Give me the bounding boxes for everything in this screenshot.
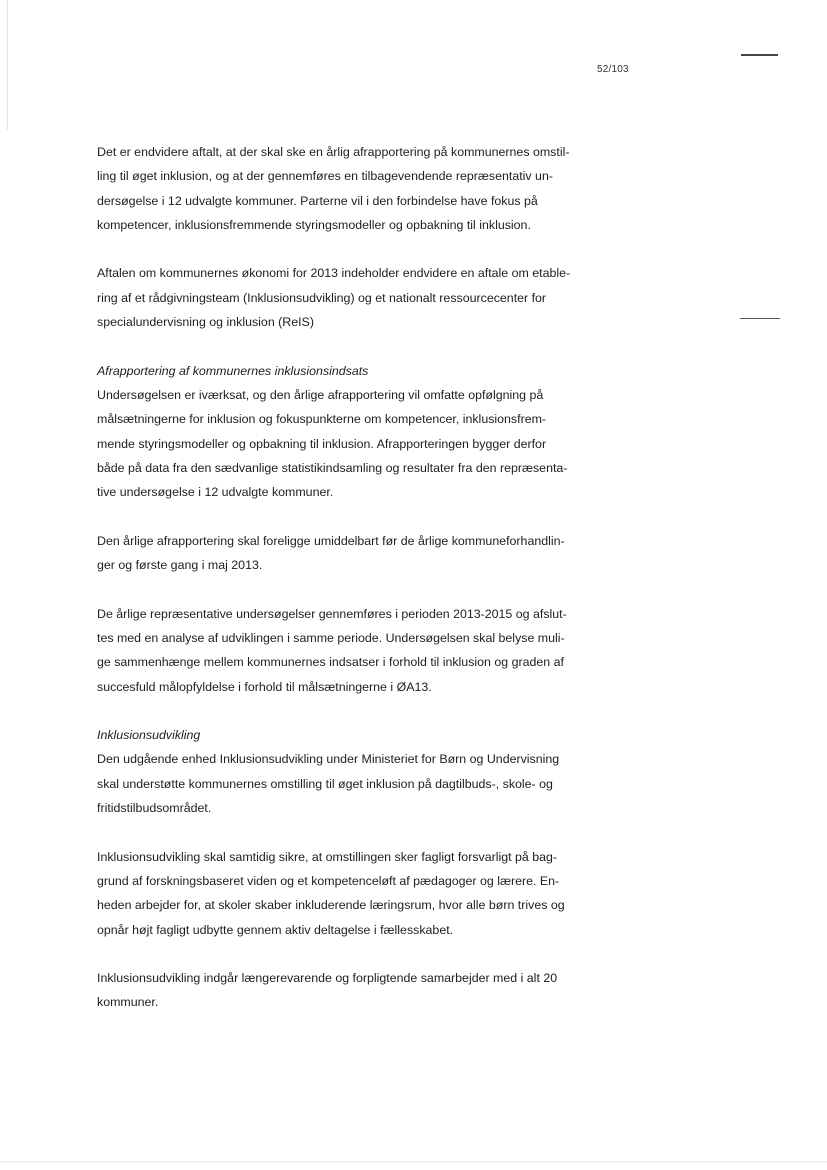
text-line: grund af forskningsbaseret viden og et kompetenceløft af pædagoger og lærere. En- [97, 873, 560, 888]
text-line: tive undersøgelse i 12 udvalgte kommuner. [97, 485, 334, 500]
text-line: Den årlige afrapportering skal foreligge umiddelbart før de årlige kommuneforhandlin- [97, 533, 565, 548]
text-line: Det er endvidere aftalt, at der skal ske en årlig afrapportering på kommunernes omstil- [97, 145, 570, 159]
body-text [97, 140, 612, 1039]
paragraph [97, 359, 612, 505]
text-line: succesfuld målopfyldelse i forhold til målsætningerne i ØA13. [97, 679, 432, 694]
text-line: De årlige repræsentative undersøgelser gennemføres i perioden 2013-2015 og afslut- [97, 606, 567, 621]
text-line: Inklusionsudvikling skal samtidig sikre, at omstillingen sker fagligt forsvarligt på bag- [97, 849, 558, 864]
text-line: specialundervisning og inklusion (ReIS) [97, 315, 314, 330]
paragraph [97, 845, 612, 942]
text-line: målsætningerne for inklusion og fokuspunkterne om kompetencer, inklusionsfrem- [97, 412, 547, 427]
paragraph [97, 140, 612, 237]
text-line: dersøgelse i 12 udvalgte kommuner. Parterne vil i den forbindelse have fokus på [97, 193, 538, 208]
text-line: Aftalen om kommunernes økonomi for 2013 indeholder endvidere en aftale om etable- [97, 266, 571, 281]
text-line: ling til øget inklusion, og at der gennemføres en tilbagevendende repræsentativ un- [97, 169, 553, 184]
text-line: ring af et rådgivningsteam (Inklusionsudvikling) og et nationalt ressourcecenter for [97, 290, 547, 305]
text-line: både på data fra den sædvanlige statistikindsamling og resultater fra den repræsenta- [97, 460, 568, 475]
section-heading: Afrapportering af kommunernes inklusionsindsats [97, 363, 369, 378]
paragraph [97, 723, 612, 820]
text-line: ger og første gang i maj 2013. [97, 558, 263, 573]
text-line: Den udgående enhed Inklusionsudvikling under Ministeriet for Børn og Undervisning [97, 752, 560, 767]
paragraph [97, 602, 612, 699]
paragraph [97, 966, 612, 1015]
text-line: ge sammenhænge mellem kommunernes indsatser i forhold til inklusion og graden af [97, 655, 564, 670]
scan-edge-line [7, 0, 8, 130]
text-line: kommuner. [97, 995, 159, 1010]
margin-mark-top [741, 54, 778, 56]
margin-mark-middle [740, 318, 780, 319]
paragraph [97, 261, 612, 334]
text-line: Undersøgelsen er iværksat, og den årlige afrapportering vil omfatte opfølgning på [97, 387, 544, 402]
page-number: 52/103 [597, 64, 629, 75]
text-line: tes med en analyse af udviklingen i samme periode. Undersøgelsen skal belyse muli- [97, 630, 565, 645]
text-line: opnår højt fagligt udbytte gennem aktiv deltagelse i fællesskabet. [97, 922, 454, 937]
text-line: heden arbejder for, at skoler skaber inkluderende læringsrum, hvor alle børn trives og [97, 898, 565, 913]
text-line: Inklusionsudvikling indgår længerevarende og forpligtende samarbejder med i alt 20 [97, 971, 558, 986]
text-line: mende styringsmodeller og opbakning til inklusion. Afrapporteringen bygger derfor [97, 436, 547, 451]
paragraph [97, 529, 612, 578]
text-line: skal understøtte kommunernes omstilling til øget inklusion på dagtilbuds-, skole- og [97, 776, 553, 791]
section-heading: Inklusionsudvikling [97, 728, 201, 743]
scan-bottom-edge [0, 1161, 827, 1163]
text-line: fritidstilbudsområdet. [97, 801, 212, 816]
text-line: kompetencer, inklusionsfremmende styringsmodeller og opbakning til inklusion. [97, 217, 531, 232]
